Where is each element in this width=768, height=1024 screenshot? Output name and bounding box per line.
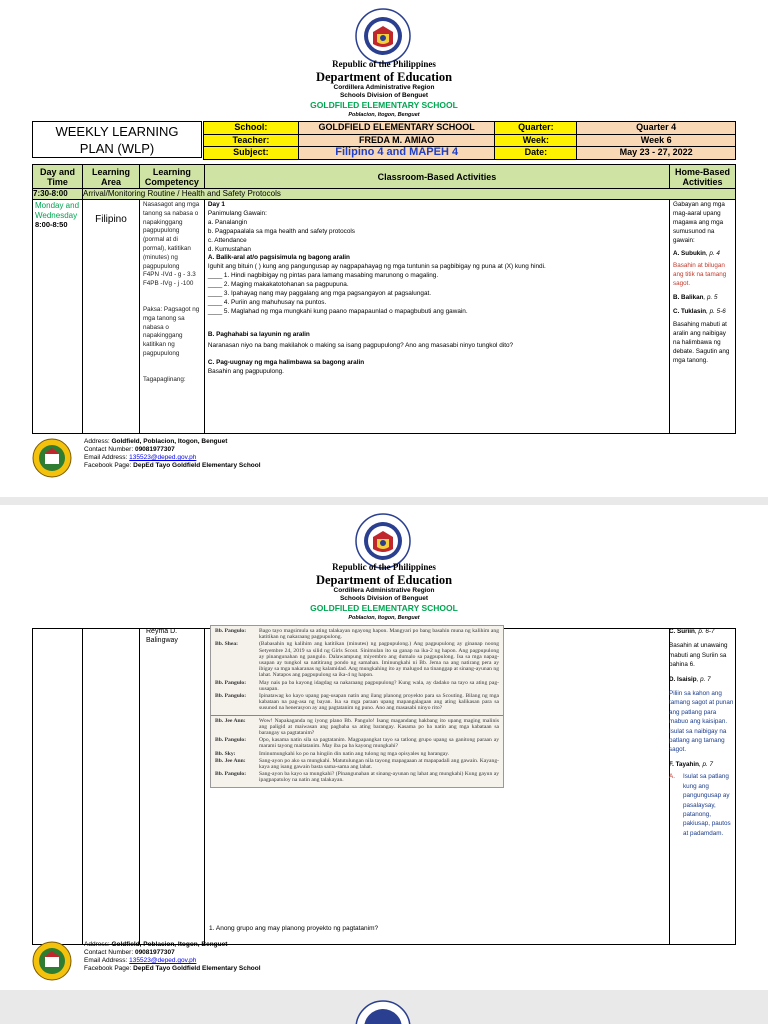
dialogue-speaker: Bb. Pangulo: bbox=[215, 693, 247, 700]
email-label: Email Address: bbox=[84, 957, 128, 964]
dialogue-text: Ipinatawag ko kayo upang pag-usapan natin ang ilang planong proyekto para sa Scouting. Bilang ng mga kabataan na pag-asa ng bayan. Isa sa mga paraan upang mapangalagaan ang ating kalikasan para sa susunod na henerasyon ay ang pagtatanim ng puno. Ano ang masasabi ninyo rito? bbox=[259, 693, 499, 712]
panimula-d: d. Kumustahan bbox=[207, 245, 251, 253]
facebook-page-value: DepEd Tayo Goldfield Elementary School bbox=[133, 462, 261, 469]
home-f-item-a-text: Isulat sa patlang kung ang pangungusap ay pasalaysay, patanong, pakiusap, pautos at padamdam. bbox=[683, 773, 731, 837]
school-location-text: Poblacion, Itogon, Benguet bbox=[348, 112, 420, 118]
dialogue-speaker: Bb. Pangulo: bbox=[215, 737, 247, 744]
division-text: Schools Division of Benguet bbox=[339, 92, 429, 99]
wlp-main-table bbox=[32, 164, 736, 434]
school-logo-icon bbox=[32, 941, 72, 981]
school-name-text: GOLDFILED ELEMENTARY SCHOOL bbox=[310, 100, 458, 110]
dialogue-text: Sang-ayon ba kayo sa mungkahi? (Pinangunahan at sinang-ayunan ng lahat ang mungkahi) Kung gayun ay ipagpapatuloy na natin ang talakayan. bbox=[259, 771, 499, 784]
tagapaglinang-text: Tagapaglinang: bbox=[142, 375, 186, 383]
home-d-page: , p. 7 bbox=[696, 675, 711, 683]
teacher-label: Teacher: bbox=[204, 134, 299, 147]
dialogue-text: Bago tayo magsimula sa ating talakayan ngayong hapon. Mangyari po bang basahin muna ng kalihim ang katitikan ng nakaraang pagpupulong. bbox=[259, 628, 499, 641]
session-time: 8:00-8:50 bbox=[35, 220, 68, 229]
home-c-text: Basahing mabuti at aralin ang naibigay na halimbawa ng debate. Sagutin ang mga tanong. bbox=[673, 320, 730, 364]
competency-cell bbox=[139, 629, 204, 945]
meeting-dialogue-image bbox=[210, 625, 504, 788]
footer-contact bbox=[84, 438, 261, 470]
panimula-heading: Panimulang Gawain: bbox=[207, 209, 267, 217]
school-label: School: bbox=[204, 122, 299, 135]
email-link[interactable]: 135523@deped.gov.ph bbox=[129, 957, 197, 964]
letterhead bbox=[250, 59, 518, 119]
dialogue-text: Opo, kasama natin sila sa pagtatanim. Magpapangkat tayo sa tatlong grupo upang sa ganitong paraan ay marami tayong maitatanim. May iba pa ba kayong mungkahi? bbox=[259, 737, 499, 750]
home-c2-text: Basahin at unawaing mabuti ang Suriin sa pahina 6. bbox=[669, 642, 728, 669]
home-activities-cell bbox=[670, 200, 736, 434]
home-c2 bbox=[669, 627, 735, 636]
col-learning-competency: Learning Competency bbox=[139, 165, 204, 189]
item-1: ____ 1. Hindi nagbibigay ng pintas para lamang masabing marunong o magaling. bbox=[207, 272, 439, 280]
col-home-activities: Home-Based Activities bbox=[670, 165, 736, 189]
dialogue-text: May nais pa ba kayong idagdag sa nakaraang pagpupulong? Kung wala, ay dadako na tayo sa ating pag-uusapan. bbox=[259, 679, 499, 692]
developer-name: Reyma D. Balingway bbox=[146, 628, 178, 644]
home-b bbox=[673, 294, 732, 303]
address-label: Address: bbox=[84, 438, 110, 445]
competency-code-2: F4PB -IVg - j -100 bbox=[142, 280, 194, 288]
home-f bbox=[669, 760, 735, 769]
dialogue-line bbox=[215, 628, 499, 640]
deped-seal-icon bbox=[355, 8, 411, 64]
section-b-heading: B. Paghahabi sa layunin ng aralin bbox=[207, 330, 310, 338]
page-divider bbox=[0, 497, 768, 505]
home-b-page: , p. 5 bbox=[703, 294, 718, 302]
learning-area-cell: Filipino bbox=[82, 200, 139, 434]
dialogue-speaker: Bb. Sky: bbox=[215, 750, 236, 757]
subject-value: Filipino 4 and MAPEH 4 bbox=[298, 147, 495, 160]
home-c2-page: , p. 6-7 bbox=[694, 628, 715, 635]
panimula-c: c. Attendance bbox=[207, 236, 247, 244]
dialogue-box-1 bbox=[211, 626, 503, 716]
competency-text: Nasasagot ang mga tanong sa nabasa o napakinggang pagpupulong (pormal at di pormal), katitikan (minutes) ng pagpupulong bbox=[142, 201, 200, 270]
home-f-title: F. Tayahin bbox=[669, 760, 699, 768]
facebook-label: Facebook Page: bbox=[84, 965, 132, 972]
item-5: ____ 5. Maglahad ng mga mungkahi kung paano mapapaunlad o mapagbubuti ang gawain. bbox=[207, 307, 468, 315]
home-c bbox=[673, 308, 732, 317]
section-b-question: Naranasan niyo na bang makilahok o making sa isang pagpupulong? Ano ang masasabi ninyo tungkol dito? bbox=[207, 341, 514, 349]
section-c-heading: C. Pag-uugnay ng mga halimbawa sa bagong aralin bbox=[207, 358, 365, 366]
contact-value: 09081977307 bbox=[134, 446, 175, 453]
home-a-text: Basahin at bilugan ang titik na tamang sagot. bbox=[673, 262, 727, 288]
subject-label: Subject: bbox=[204, 147, 299, 160]
home-b-title: B. Balikan bbox=[673, 294, 704, 302]
republic-text: Republic of the Philippines bbox=[332, 562, 436, 572]
letterhead bbox=[250, 562, 518, 622]
day-time-cell bbox=[33, 629, 83, 945]
dialogue-speaker: Bb. Pangulo: bbox=[215, 628, 247, 634]
col-classroom-activities: Classroom-Based Activities bbox=[204, 165, 669, 189]
division-text: Schools Division of Benguet bbox=[339, 595, 429, 602]
facebook-page-value: DepEd Tayo Goldfield Elementary School bbox=[133, 965, 261, 972]
department-text: Department of Education bbox=[315, 70, 453, 84]
contact-label: Contact Number: bbox=[84, 949, 134, 956]
dialogue-speaker: Bb. Jee Ann: bbox=[215, 717, 246, 724]
address-label: Address: bbox=[84, 941, 110, 948]
footer-contact bbox=[84, 941, 261, 973]
item-4: ____ 4. Puriin ang mahuhusay na puntos. bbox=[207, 298, 327, 306]
col-learning-area: Learning Area bbox=[82, 165, 139, 189]
dialogue-line bbox=[215, 693, 499, 712]
home-intro: Gabayan ang mga mag-aaral upang magawa ang mga sumusunod na gawain: bbox=[673, 201, 725, 244]
home-activities-continued bbox=[669, 627, 735, 838]
address-value: Goldfield, Poblacion, Itogon, Benguet bbox=[111, 438, 228, 445]
home-d bbox=[669, 675, 735, 684]
day-time-cell bbox=[33, 200, 83, 434]
section-a-instruction: Iguhit ang bituin ( ) kung ang pangungusap ay nagpapahayag ng mga tuntunin sa pagbibigay ng puna at (X) kung hindi. bbox=[207, 263, 546, 271]
dialogue-box-2 bbox=[211, 716, 503, 787]
teacher-value: FREDA M. AMIAO bbox=[298, 134, 495, 147]
learning-area-cell bbox=[82, 629, 139, 945]
arrival-time: 7:30-8:00 bbox=[33, 189, 83, 200]
address-value: Goldfield, Poblacion, Itogon, Benguet bbox=[111, 941, 228, 948]
dialogue-line bbox=[215, 641, 499, 678]
document-page-1 bbox=[0, 0, 768, 495]
date-value: May 23 - 27, 2022 bbox=[577, 147, 736, 160]
republic-text: Republic of the Philippines bbox=[332, 59, 436, 69]
dialogue-line bbox=[215, 680, 499, 692]
wlp-title-line1: WEEKLY LEARNING bbox=[55, 124, 179, 139]
email-label: Email Address: bbox=[84, 454, 128, 461]
contact-value: 09081977307 bbox=[134, 949, 175, 956]
dialogue-speaker: Bb. Pangulo: bbox=[215, 679, 247, 686]
contact-label: Contact Number: bbox=[84, 446, 134, 453]
col-day-time: Day and Time bbox=[33, 165, 83, 189]
paksa-text: Paksa: Pagsagot ng mga tanong sa nabasa o napakinggang katitikan ng pagpupulong bbox=[142, 305, 200, 357]
item-2: ____ 2. Maging makakatotohanan sa pagpupuna. bbox=[207, 281, 349, 289]
question-1: 1. Anong grupo ang may planong proyekto ng pagtatanim? bbox=[209, 925, 379, 932]
region-text: Cordillera Administrative Region bbox=[333, 587, 435, 594]
wlp-info-table bbox=[203, 121, 736, 160]
page-3-start bbox=[0, 990, 768, 1024]
home-d-text: Piliin sa kahon ang tamang sagot at punan ang patlang para mabuo ang kaisipan. Isulat sa naibigay na patlang ang tamang sagot. bbox=[669, 690, 734, 754]
department-text: Department of Education bbox=[315, 573, 453, 587]
home-c-title: C. Tuklasin bbox=[673, 308, 707, 316]
home-f-item-a bbox=[669, 772, 735, 838]
school-name-text: GOLDFILED ELEMENTARY SCHOOL bbox=[310, 603, 458, 613]
dialogue-text: (Babasahin ng kalihim ang katitikan (minutes) ng pagpupulong.) Ang pagpupulong ay ginanap noong Setyembre 24, 2019 sa silid ng Girls Scout. Sinimulan ito sa ganap na ika-2 ng hapon. Ang pagpupulong ay pinangunahan ng pangulo. Dalawampung miyembro ang dumalo sa pagpupulong. Isa sa mga napag-usapan ay tungkol sa natitirang pondo ng samahan. Iminungkahi ni Bb. Jema na ang natirang pera ay ibigay sa mga nakaranas ng kalamidad. Ang mungkahing ito ay malugod na tinanggap at sinang-ayunan ng lahat. Natapos ang pagpupulong sa ika-4 ng hapon. bbox=[259, 641, 499, 679]
school-location-text: Poblacion, Itogon, Benguet bbox=[348, 615, 420, 621]
dialogue-speaker: Bb. Pangulo: bbox=[215, 771, 247, 778]
home-a bbox=[673, 250, 732, 259]
region-text: Cordillera Administrative Region bbox=[333, 84, 435, 91]
arrival-routine: Arrival/Monitoring Routine / Health and Safety Protocols bbox=[82, 189, 735, 200]
day1-heading: Day 1 bbox=[207, 201, 225, 208]
competency-cell bbox=[139, 200, 204, 434]
home-d-title: D. Isaisip bbox=[669, 675, 697, 683]
dialogue-speaker: Bb. Jee Ann: bbox=[215, 757, 246, 764]
document-page-2 bbox=[0, 505, 768, 990]
panimula-a: a. Panalangin bbox=[207, 218, 247, 226]
dialogue-text: Iminumungkahi ko po na hingiin din natin ang tulong ng mga opisyales ng barangay. bbox=[259, 750, 450, 757]
dialogue-line bbox=[215, 751, 499, 757]
date-label: Date: bbox=[495, 147, 577, 160]
school-logo-icon bbox=[32, 438, 72, 478]
facebook-label: Facebook Page: bbox=[84, 462, 132, 469]
home-a-page: , p. 4 bbox=[705, 249, 720, 257]
week-value: Week 6 bbox=[577, 134, 736, 147]
deped-seal-icon bbox=[355, 1000, 411, 1024]
dialogue-speaker: Bb. Shea: bbox=[215, 641, 239, 648]
dialogue-line bbox=[215, 737, 499, 749]
deped-seal-icon bbox=[355, 513, 411, 569]
section-a-heading: A. Balik-aral at/o pagsisimula ng bagong aralin bbox=[207, 254, 350, 262]
dialogue-line bbox=[215, 718, 499, 737]
home-f-page: , p. 7 bbox=[698, 760, 713, 768]
home-c-page: , p. 5-6 bbox=[706, 308, 726, 316]
item-marker: A. bbox=[669, 773, 675, 781]
dialogue-text: Sang-ayon po ako sa mungkahi. Matutulungan nila tayong mapagaaan at mapapadali ang gawain. Kayang-kaya ang isang gawain basta sama-sama ang lahat. bbox=[259, 757, 499, 771]
classroom-activities-cell bbox=[204, 200, 669, 434]
email-link[interactable]: 135523@deped.gov.ph bbox=[129, 454, 197, 461]
panimula-b: b. Pagpapaalala sa mga health and safety protocols bbox=[207, 227, 355, 235]
wlp-title bbox=[32, 121, 202, 158]
dialogue-line bbox=[215, 771, 499, 783]
competency-code-1: F4PN -IVd - g - 3.3 bbox=[142, 271, 196, 279]
wlp-title-line2: PLAN (WLP) bbox=[79, 141, 155, 156]
dialogue-line bbox=[215, 758, 499, 770]
quarter-value: Quarter 4 bbox=[577, 122, 736, 135]
dialogue-text: Wow! Napakaganda ng iyong plano Bb. Pangulo! Isang magandang hakbang ito upang maging malinis ang paligid at maiwasan ang pagbaha sa ating barangay. Kasama po ba natin ang mga kabataan sa barangay sa pagtatanim? bbox=[259, 717, 499, 737]
week-label: Week: bbox=[495, 134, 577, 147]
day-label: Monday and Wednesday bbox=[35, 201, 80, 220]
home-c2-title: C. Suriin bbox=[669, 628, 695, 635]
section-c-text: Basahin ang pagpupulong. bbox=[207, 367, 284, 375]
item-3: ____ 3. Ipahayag nang may paggalang ang mga pagsangayon at pagsalungat. bbox=[207, 290, 432, 298]
quarter-label: Quarter: bbox=[495, 122, 577, 135]
home-a-title: A. Subukin bbox=[673, 249, 706, 257]
school-value: GOLDFIELD ELEMENTARY SCHOOL bbox=[298, 122, 495, 135]
